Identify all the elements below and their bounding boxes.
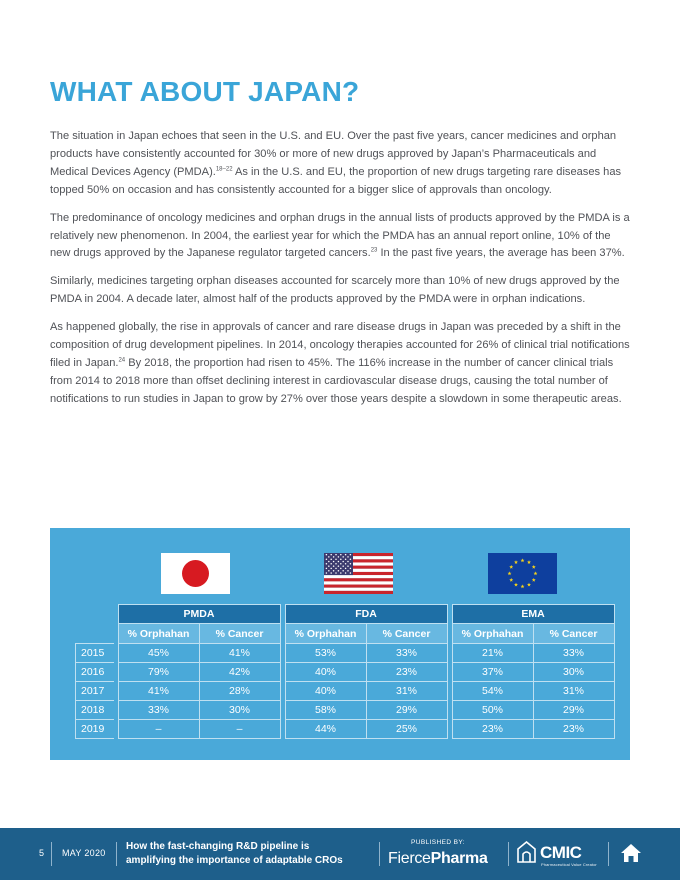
body-paragraph xyxy=(50,273,632,309)
pmda-cancer-cell: – xyxy=(199,720,280,739)
year-cell: 2018 xyxy=(76,701,114,720)
fda-orphan-cell: 58% xyxy=(285,701,366,720)
home-icon[interactable] xyxy=(620,843,642,863)
us-flag-star xyxy=(350,554,352,556)
us-flag-star xyxy=(347,570,349,572)
us-flag-star xyxy=(335,554,337,556)
article-body xyxy=(50,128,632,419)
issue-date: MAY 2020 xyxy=(62,848,106,858)
us-flag-star xyxy=(340,572,342,574)
footer-divider xyxy=(379,842,380,866)
corner-cell xyxy=(76,605,114,624)
us-flag-star xyxy=(342,556,344,558)
us-flag-star xyxy=(330,563,332,565)
us-flag-stripe xyxy=(324,575,393,578)
us-flag-star xyxy=(347,561,349,563)
pmda-orphan-cell: 45% xyxy=(118,644,199,663)
ema-cancer-cell: 23% xyxy=(533,720,614,739)
paragraph-text: As in the U.S. and EU, the proportion of new drugs targeting rare diseases has topped 50% on occasion and has consistently accounted for a bigger slice of approvals than oncology. xyxy=(50,165,622,196)
pmda-cancer-cell: 30% xyxy=(199,701,280,720)
paragraph-text: The situation in Japan echoes that seen in the U.S. and EU. Over the past five years, cancer medicines and orphan products have consistently accounted for 30% or more of new drugs approved by Japan’s Pharmaceuticals and Medical Devices Agency (PMDA). xyxy=(50,130,617,178)
us-flag-stripe xyxy=(324,585,393,588)
ema-cancer-cell: 30% xyxy=(533,663,614,682)
us-flag-star xyxy=(338,561,340,563)
us-flag-star xyxy=(333,565,335,567)
ema-orphan-cell: 21% xyxy=(452,644,533,663)
us-flag-star xyxy=(335,563,337,565)
ema-orphan-cell: 50% xyxy=(452,701,533,720)
cmic-tagline: Pharmaceutical Value Creator xyxy=(541,862,597,867)
fda-cancer-cell: 33% xyxy=(366,644,447,663)
fda-orphan-header: % Orphahan xyxy=(285,624,366,644)
us-flag-star xyxy=(350,572,352,574)
paragraph-text: Similarly, medicines targeting orphan diseases accounted for scarcely more than 10% of new drugs approved by the PMDA in 2004. A decade later, almost half of the products approved by the PMDA were in orphan indications. xyxy=(50,275,620,306)
page-number: 5 xyxy=(39,848,45,858)
us-flag-star xyxy=(328,565,330,567)
paragraph-text: As happened globally, the rise in approvals of cancer and rare disease drugs in Japan was preceded by a shift in the composition of drug development pipelines. In 2014, oncology therapies accounted for 26% of clinical trial notifications filed in Japan. xyxy=(50,321,630,369)
paragraph-text: The predominance of oncology medicines and orphan drugs in the annual lists of products approved by the PMDA is a relatively new phenomenon. In 2004, the earliest year for which the PMDA has an annual report online, 10% of the new drugs approved by the Japanese regulator targeted cancers. xyxy=(50,211,630,260)
table-row xyxy=(76,720,615,739)
us-flag-star xyxy=(350,563,352,565)
fda-cancer-cell: 29% xyxy=(366,701,447,720)
ema-orphan-header: % Orphahan xyxy=(452,624,533,644)
us-flag-star xyxy=(333,561,335,563)
us-flag-star xyxy=(342,565,344,567)
us-flag-star xyxy=(326,572,328,574)
approval-stats-panel xyxy=(50,528,630,760)
us-flag-stripe xyxy=(324,591,393,594)
us-flag-star xyxy=(330,568,332,570)
ema-orphan-cell: 54% xyxy=(452,682,533,701)
agency-ema: EMA xyxy=(452,605,614,624)
us-flag-star xyxy=(345,563,347,565)
us-flag-star xyxy=(345,572,347,574)
us-flag-star xyxy=(340,554,342,556)
report-title: How the fast-changing R&D pipeline is amplifying the importance of adaptable CROs xyxy=(126,841,343,866)
footer-divider xyxy=(608,842,609,866)
approvals-table xyxy=(75,604,615,739)
us-flag-star xyxy=(338,556,340,558)
fda-orphan-cell: 40% xyxy=(285,663,366,682)
us-flag-star xyxy=(338,565,340,567)
ema-cancer-cell: 31% xyxy=(533,682,614,701)
table-row xyxy=(76,682,615,701)
pmda-orphan-cell: 41% xyxy=(118,682,199,701)
year-cell: 2017 xyxy=(76,682,114,701)
us-flag-star xyxy=(335,558,337,560)
agency-header-row xyxy=(76,605,615,624)
body-paragraph xyxy=(50,210,632,264)
us-flag-star xyxy=(333,570,335,572)
pmda-cancer-cell: 42% xyxy=(199,663,280,682)
page-footer xyxy=(0,828,680,880)
us-flag-star xyxy=(330,558,332,560)
pmda-cancer-header: % Cancer xyxy=(199,624,280,644)
published-by-label: PUBLISHED BY: xyxy=(411,839,465,846)
fiercepharma-logo[interactable]: FiercePharma xyxy=(388,850,488,867)
us-flag-star xyxy=(350,558,352,560)
ema-cancer-cell: 33% xyxy=(533,644,614,663)
pmda-cancer-cell: 28% xyxy=(199,682,280,701)
us-flag-star xyxy=(326,568,328,570)
us-flag-star xyxy=(328,570,330,572)
pmda-orphan-cell: 33% xyxy=(118,701,199,720)
us-flag-star xyxy=(342,561,344,563)
ema-orphan-cell: 23% xyxy=(452,720,533,739)
us-flag-star xyxy=(340,568,342,570)
ema-cancer-header: % Cancer xyxy=(533,624,614,644)
eu-flag-icon xyxy=(488,553,557,594)
pmda-orphan-header: % Orphahan xyxy=(118,624,199,644)
us-flag-star xyxy=(335,568,337,570)
us-flag-star xyxy=(347,565,349,567)
fda-cancer-header: % Cancer xyxy=(366,624,447,644)
agency-pmda: PMDA xyxy=(118,605,280,624)
citation-superscript: 23 xyxy=(370,247,378,254)
us-flag-star xyxy=(340,558,342,560)
us-flag-star xyxy=(328,561,330,563)
page-title: WHAT ABOUT JAPAN? xyxy=(50,76,360,107)
cmic-logo-icon xyxy=(517,841,536,863)
us-flag-star xyxy=(350,568,352,570)
us-flag-icon xyxy=(324,553,393,594)
paragraph-text: By 2018, the proportion had risen to 45%. The 116% increase in the number of cancer clinical trials from 2014 to 2018 more than offset declining interest in cardiovascular disease drugs, causing the total number of notifications to run studies in Japan to grow by 27% over those years despite a slowdown in some therapeutic areas. xyxy=(50,356,622,405)
fda-orphan-cell: 40% xyxy=(285,682,366,701)
subheader-row xyxy=(76,624,615,644)
us-flag-star xyxy=(345,558,347,560)
japan-flag-disc xyxy=(182,560,209,587)
us-flag-star xyxy=(342,570,344,572)
year-cell: 2015 xyxy=(76,644,114,663)
us-flag-star xyxy=(345,568,347,570)
us-flag-star xyxy=(326,554,328,556)
us-flag-star xyxy=(330,572,332,574)
us-flag-stripe xyxy=(324,581,393,584)
us-flag-star xyxy=(338,570,340,572)
citation-superscript: 18–22 xyxy=(215,166,233,173)
ema-orphan-cell: 37% xyxy=(452,663,533,682)
us-flag-star xyxy=(330,554,332,556)
table-row xyxy=(76,644,615,663)
ema-cancer-cell: 29% xyxy=(533,701,614,720)
footer-divider xyxy=(116,842,117,866)
us-flag-star xyxy=(347,556,349,558)
agency-fda: FDA xyxy=(285,605,447,624)
us-flag-star xyxy=(340,563,342,565)
footer-divider xyxy=(51,842,52,866)
pmda-orphan-cell: 79% xyxy=(118,663,199,682)
fda-cancer-cell: 23% xyxy=(366,663,447,682)
japan-flag-icon xyxy=(161,553,230,594)
body-paragraph xyxy=(50,319,632,409)
us-flag-stripe xyxy=(324,578,393,581)
fda-orphan-cell: 44% xyxy=(285,720,366,739)
us-flag-star xyxy=(326,563,328,565)
table-row xyxy=(76,701,615,720)
us-flag-star xyxy=(328,556,330,558)
fda-orphan-cell: 53% xyxy=(285,644,366,663)
us-flag-star xyxy=(345,554,347,556)
table-row xyxy=(76,663,615,682)
body-paragraph xyxy=(50,128,632,200)
us-flag-star xyxy=(335,572,337,574)
year-cell: 2019 xyxy=(76,720,114,739)
fda-cancer-cell: 31% xyxy=(366,682,447,701)
us-flag-stripe xyxy=(324,588,393,591)
fda-cancer-cell: 25% xyxy=(366,720,447,739)
us-flag-star xyxy=(326,558,328,560)
pmda-cancer-cell: 41% xyxy=(199,644,280,663)
cmic-logo[interactable]: CMIC xyxy=(540,843,582,862)
year-cell: 2016 xyxy=(76,663,114,682)
citation-superscript: 24 xyxy=(118,357,126,364)
us-flag-star xyxy=(333,556,335,558)
paragraph-text: In the past five years, the average has been 37%. xyxy=(377,247,625,260)
footer-divider xyxy=(508,842,509,866)
pmda-orphan-cell: – xyxy=(118,720,199,739)
